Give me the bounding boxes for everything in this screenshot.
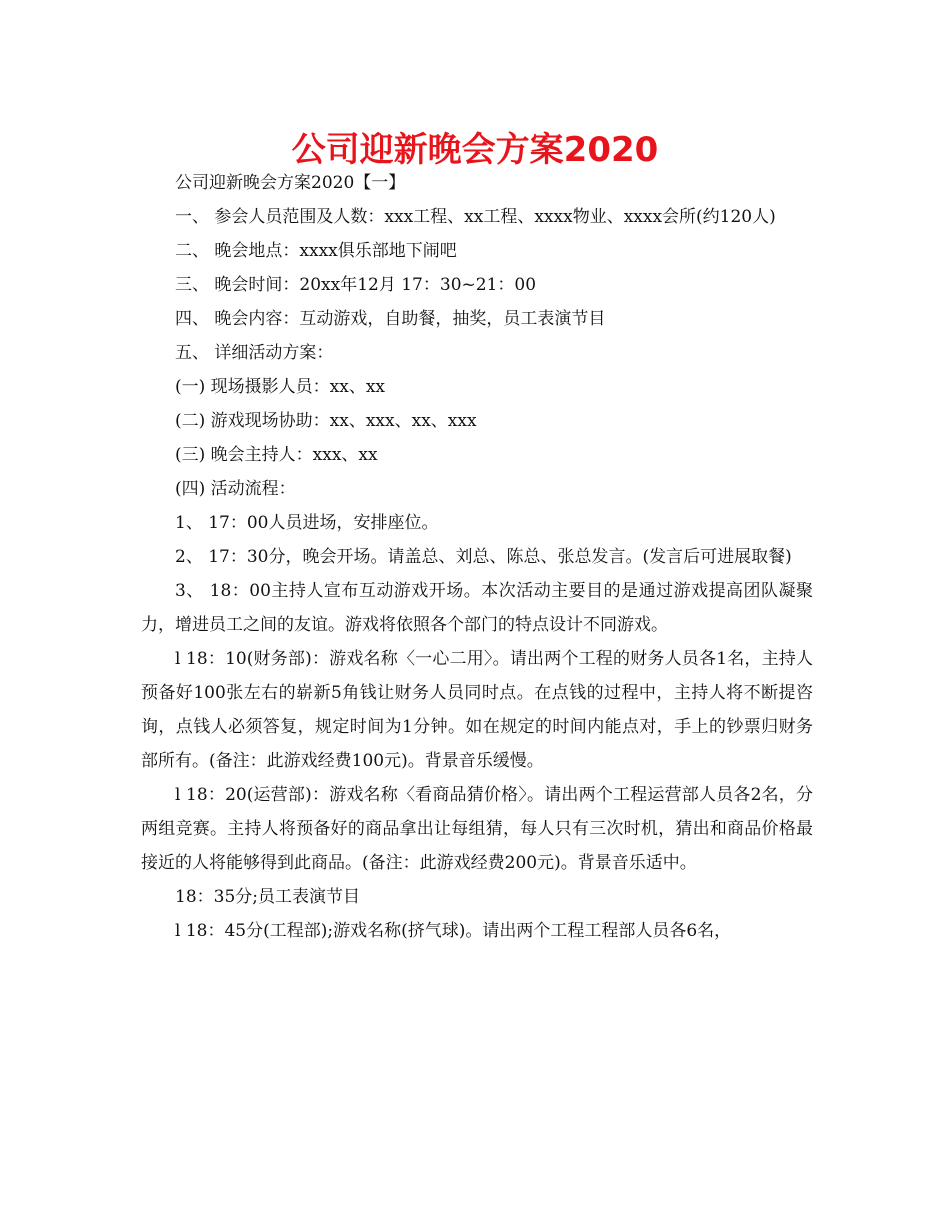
paragraph: l 18：45分(工程部);游戏名称(挤气球)。请出两个工程工程部人员各6名， (175, 921, 732, 941)
paragraph: (一) 现场摄影人员：xx、xx (175, 377, 386, 397)
paragraph: (三) 晚会主持人：xxx、xx (175, 445, 378, 465)
paragraph: 18：35分;员工表演节目 (175, 887, 360, 907)
paragraph: 1、 17：00人员进场，安排座位。 (175, 513, 439, 533)
paragraph: (四) 活动流程： (175, 479, 296, 499)
paragraph: 二、 晚会地点：xxxx俱乐部地下闹吧 (175, 241, 457, 261)
paragraph: 五、 详细活动方案： (175, 343, 334, 363)
document-title: 公司迎新晚会方案2020 (291, 130, 659, 170)
paragraph: 2、 17：30分，晚会开场。请盖总、刘总、陈总、张总发言。(发言后可进展取餐) (175, 547, 792, 567)
document-body (141, 166, 813, 948)
paragraph: l 18：20(运营部)：游戏名称〈看商品猜价格〉。请出两个工程运营部人员各2名，分两组竞赛。主持人将预备好的商品拿出让每组猜，每人只有三次时机，猜出和商品价格最接近的人将能够得到此商品。(备注：此游戏经费200元)。背景音乐适中。 (141, 785, 813, 873)
paragraph: 一、 参会人员范围及人数：xxx工程、xx工程、xxxx物业、xxxx会所(约120人) (175, 207, 776, 227)
paragraph: 三、 晚会时间：20xx年12月 17：30~21：00 (175, 275, 537, 295)
paragraph: 公司迎新晚会方案2020【一】 (175, 173, 406, 193)
paragraph: l 18：10(财务部)：游戏名称〈一心二用〉。请出两个工程的财务人员各1名，主持人预备好100张左右的崭新5角钱让财务人员同时点。在点钱的过程中，主持人将不断提咨询，点钱人必须答复，规定时间为1分钟。如在规定的时间内能点对，手上的钞票归财务部所有。(备注：此游戏经费100元)。背景音乐缓慢。 (141, 649, 813, 771)
paragraph: 四、 晚会内容：互动游戏，自助餐，抽奖，员工表演节目 (175, 309, 606, 329)
paragraph: 3、 18：00主持人宣布互动游戏开场。本次活动主要目的是通过游戏提高团队凝聚力，增进员工之间的友谊。游戏将依照各个部门的特点设计不同游戏。 (141, 581, 813, 635)
paragraph: (二) 游戏现场协助：xx、xxx、xx、xxx (175, 411, 477, 431)
